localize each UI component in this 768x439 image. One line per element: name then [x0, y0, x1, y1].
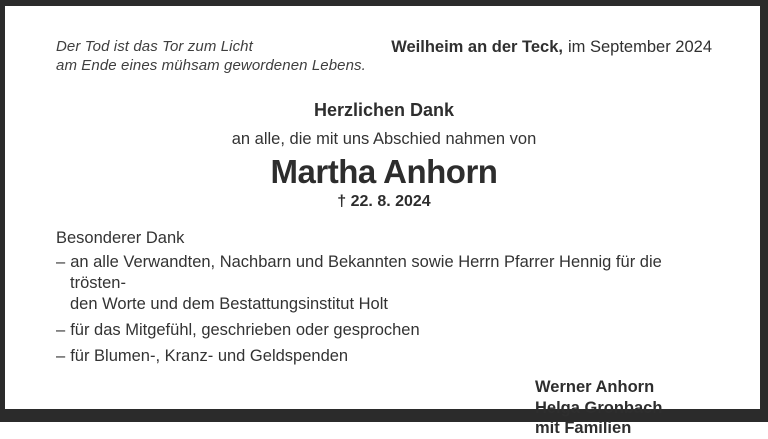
thanks-item — [56, 320, 708, 341]
bullet-dash: – — [56, 321, 66, 339]
top-row — [56, 37, 712, 75]
signatory: Helga Gronbach — [535, 398, 663, 417]
epigraph-line-1: Der Tod ist das Tor zum Licht — [56, 38, 253, 55]
dateline — [391, 38, 712, 57]
signatory: Werner Anhorn — [535, 378, 655, 396]
epigraph — [56, 37, 366, 75]
card-inner — [5, 6, 760, 437]
dateline-date: im September 2024 — [568, 38, 712, 56]
signature-block — [535, 377, 712, 439]
special-thanks-title: Besonderer Dank — [56, 229, 185, 247]
thanks-heading: Herzlichen Dank — [313, 100, 455, 120]
thanks-item-text-continued: den Worte und dem Bestattungsinstitut Holt — [70, 295, 388, 313]
thanks-item-text: für das Mitgefühl, geschrieben oder gesprochen — [70, 321, 420, 339]
thanks-item-text: an alle Verwandten, Nachbarn und Bekannten sowie Herrn Pfarrer Hennig für die trösten- — [70, 253, 662, 292]
epigraph-line-2: am Ende eines mühsam gewordenen Lebens. — [56, 57, 366, 74]
death-date: † 22. 8. 2024 — [337, 193, 431, 210]
dateline-place: Weilheim an der Teck, — [391, 38, 563, 56]
thanks-item — [56, 252, 708, 315]
center-block — [56, 100, 712, 211]
deceased-name: Martha Anhorn — [270, 153, 498, 190]
special-thanks-section — [56, 228, 712, 367]
thanks-item-text: für Blumen-, Kranz- und Geldspenden — [70, 347, 349, 365]
bullet-dash: – — [56, 253, 66, 271]
thanks-item — [56, 346, 708, 367]
signatory: mit Familien — [535, 419, 632, 437]
thanks-subheading: an alle, die mit uns Abschied nahmen von — [231, 130, 537, 148]
bullet-dash: – — [56, 347, 66, 365]
